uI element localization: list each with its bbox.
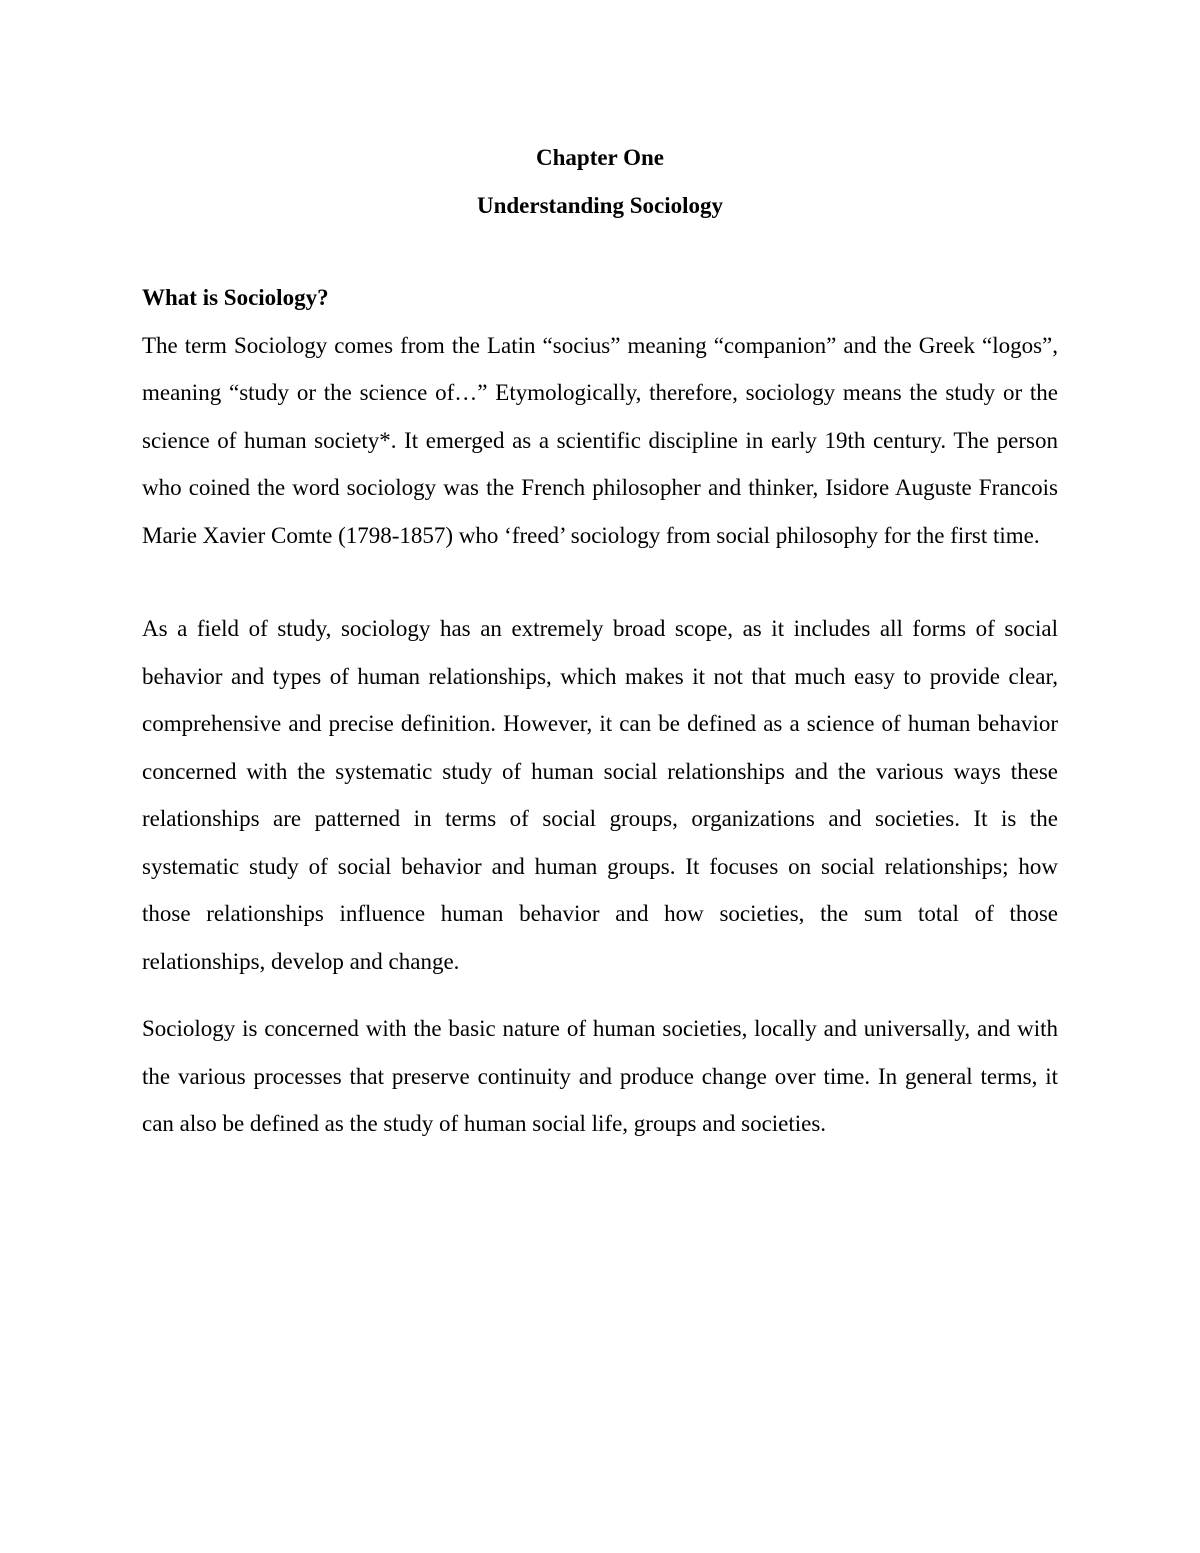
body-paragraph: The term Sociology comes from the Latin “socius” meaning “companion” and the Greek “logos”, meaning “study or the science of…” Etymologically, therefore, sociology means the study or the science of human society*. It emerged as a scientific discipline in early 19th century. The person who coined the word sociology was the French philosopher and thinker, Isidore Auguste Francois Marie Xavier Comte (1798-1857) who ‘freed’ sociology from social philosophy for the first time. [142, 332, 1058, 548]
section-heading: What is Sociology? [142, 285, 329, 310]
body-paragraph: As a field of study, sociology has an extremely broad scope, as it includes all forms of social behavior and types of human relationships, which makes it not that much easy to provide clear, comprehensive and precise definition. However, it can be defined as a science of human behavior concerned with the systematic study of human social relationships and the various ways these relationships are patterned in terms of social groups, organizations and societies. It is the systematic study of social behavior and human groups. It focuses on social relationships; how those relationships influence human behavior and how societies, the sum total of those relationships, develop and change. [142, 616, 1058, 974]
body-paragraph: Sociology is concerned with the basic nature of human societies, locally and universally, and with the various processes that preserve continuity and produce change over time. In general terms, it can also be defined as the study of human social life, groups and societies. [142, 1016, 1058, 1136]
chapter-title: Understanding Sociology [476, 193, 723, 218]
chapter-label: Chapter One [536, 145, 664, 170]
page-content [142, 138, 1058, 1148]
